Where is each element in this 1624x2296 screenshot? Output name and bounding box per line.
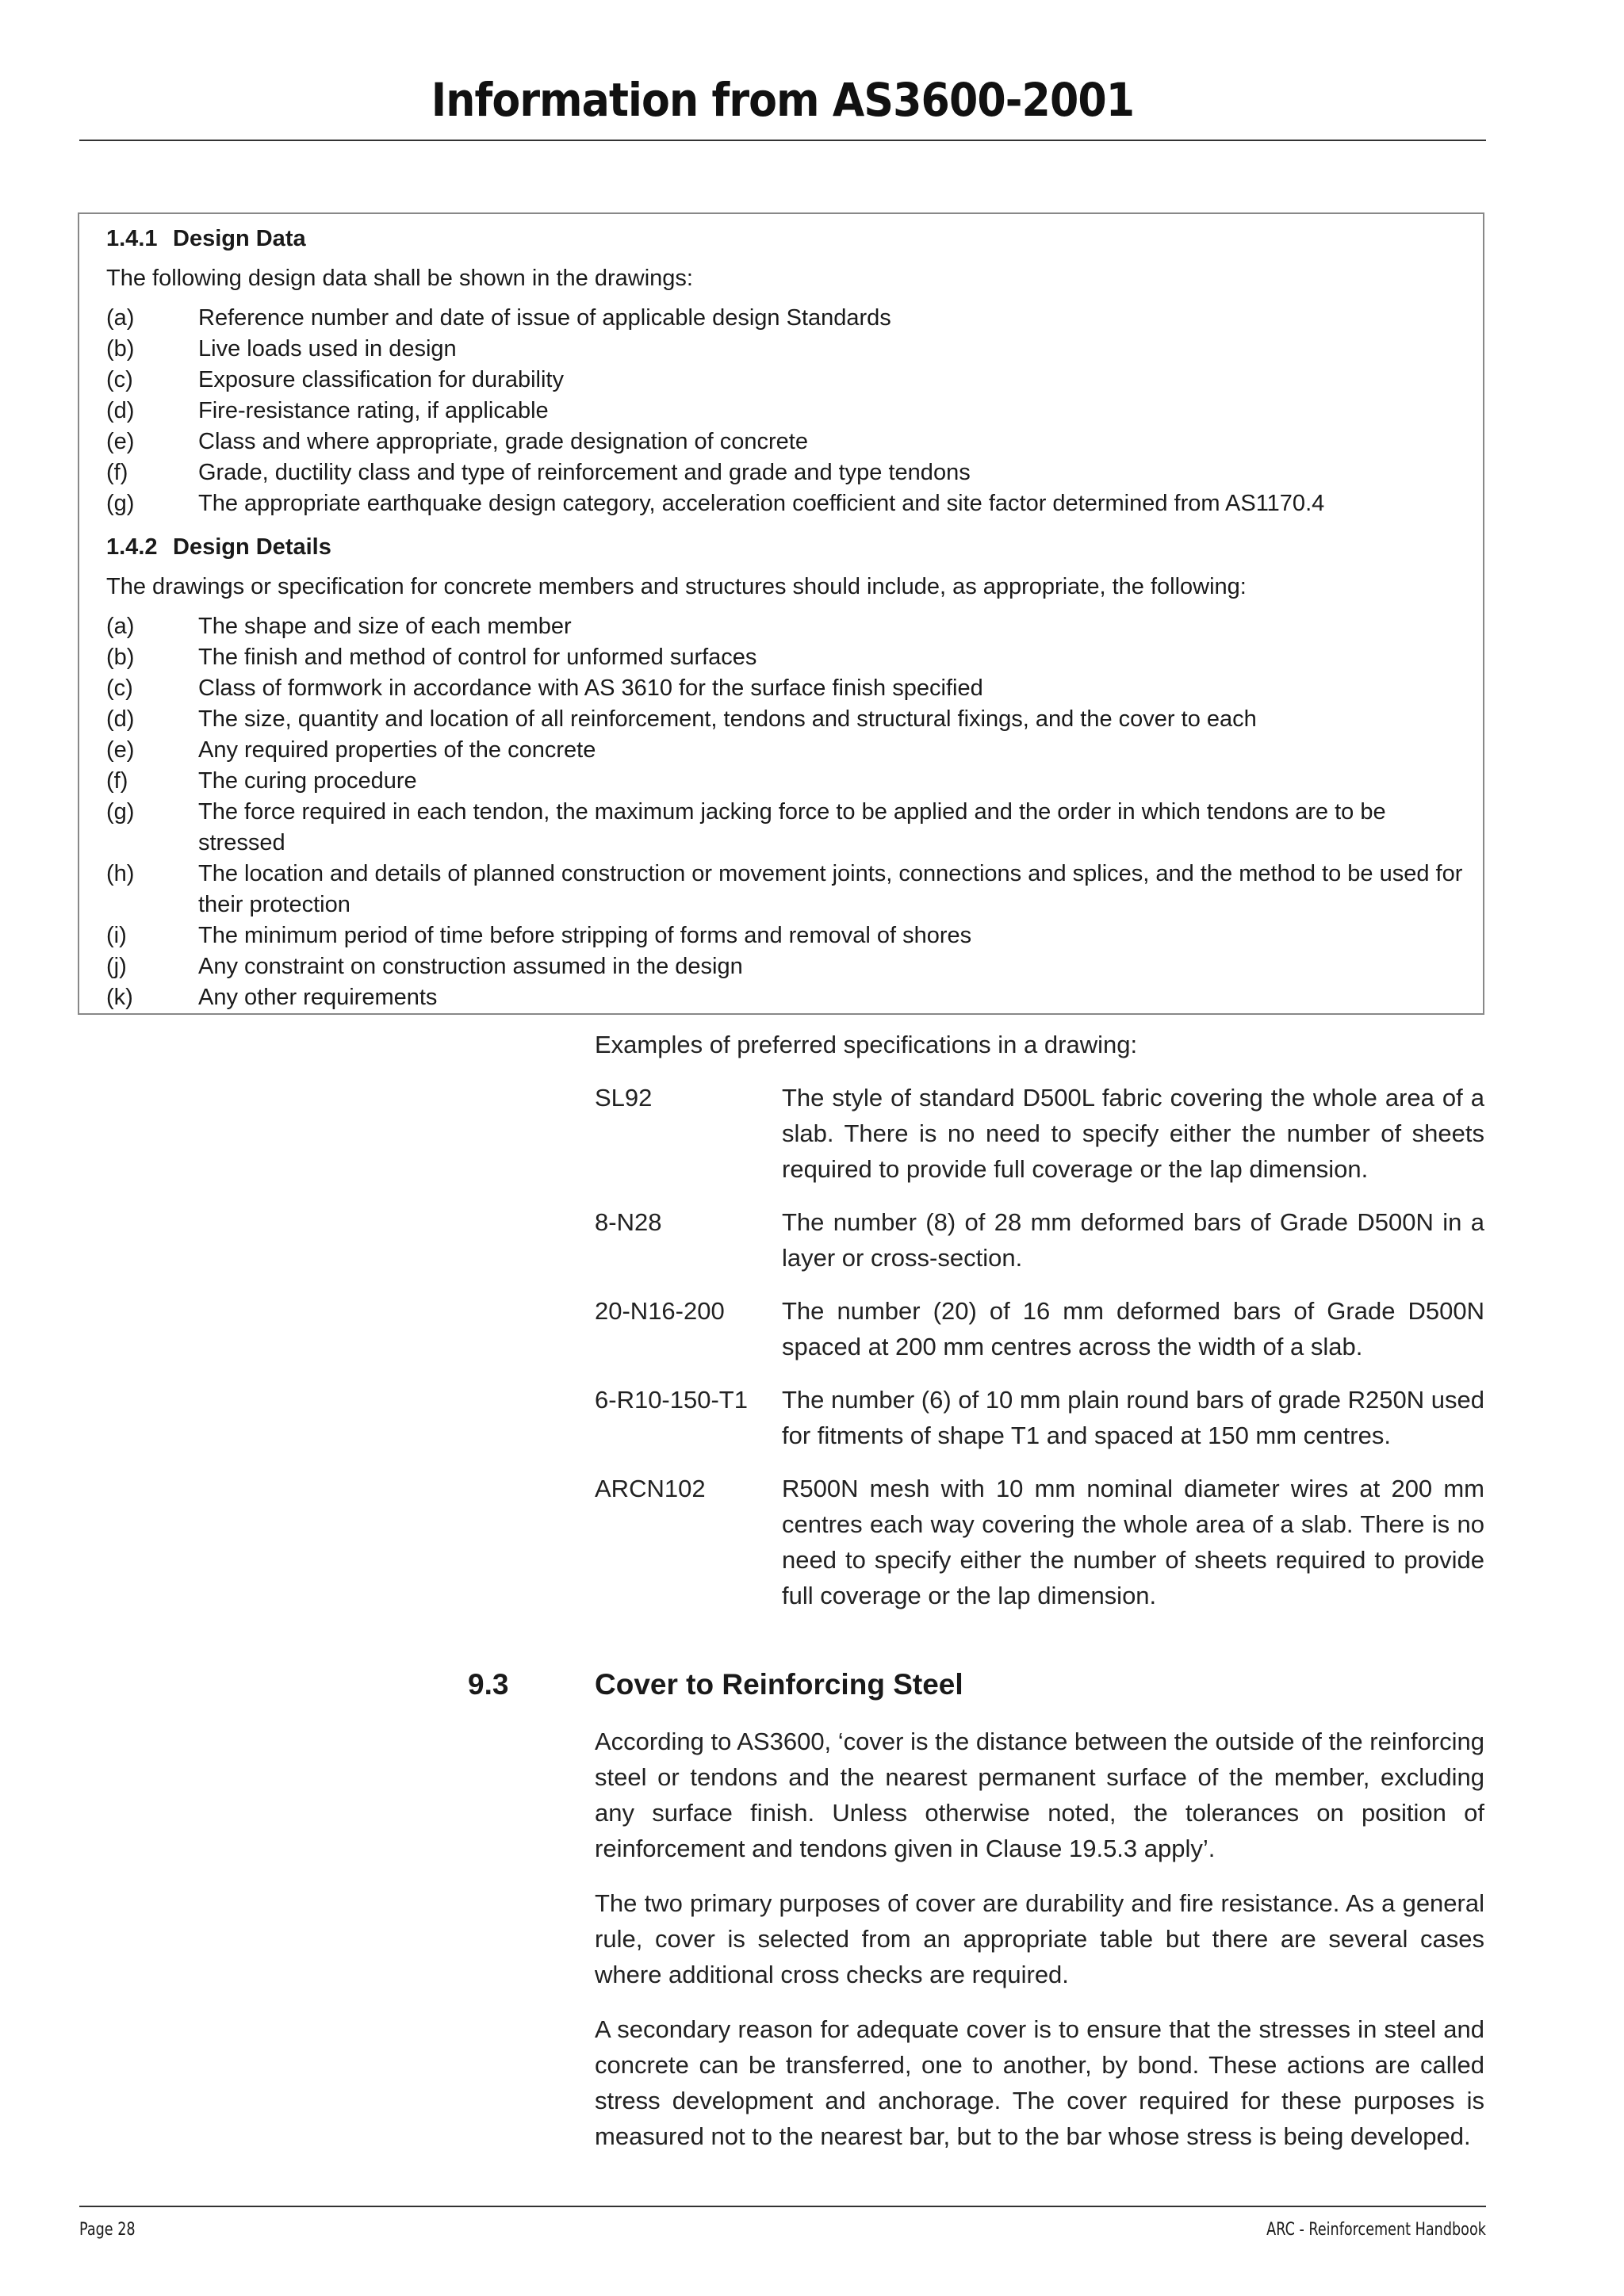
- item-letter: (b): [106, 645, 135, 670]
- list-item: [106, 303, 1467, 334]
- example-code: 20-N16-200: [595, 1297, 725, 1325]
- item-text: The finish and method of control for unformed surfaces: [198, 645, 757, 670]
- item-text: Class and where appropriate, grade designation of concrete: [198, 429, 808, 454]
- item-letter: (k): [106, 985, 133, 1010]
- page-title: Information from AS3600-2001: [431, 73, 1135, 127]
- item-letter: (e): [106, 737, 135, 763]
- item-text: Any constraint on construction assumed in the design: [198, 954, 743, 979]
- book-title: ARC - Reinforcement Handbook: [1266, 2220, 1486, 2240]
- item-letter: (c): [106, 367, 133, 392]
- item-text: Any required properties of the concrete: [198, 737, 596, 763]
- item-text: The shape and size of each member: [198, 614, 572, 639]
- list-item: [106, 982, 1467, 1013]
- item-letter: (e): [106, 429, 135, 454]
- examples-intro: Examples of preferred specifications in a drawing:: [595, 1031, 1138, 1058]
- item-letter: (c): [106, 675, 133, 701]
- specification-examples: [595, 1027, 1484, 1631]
- example-code: 8-N28: [595, 1208, 662, 1236]
- example-row: [595, 1293, 1484, 1364]
- item-text: Live loads used in design: [198, 336, 457, 362]
- list-item: [106, 365, 1467, 396]
- example-description: The number (6) of 10 mm plain round bars of grade R250N used for fitments of shape T1 and spaced at 150 mm centres.: [782, 1386, 1484, 1449]
- item-letter: (a): [106, 305, 135, 331]
- example-row: [595, 1204, 1484, 1276]
- example-code: SL92: [595, 1084, 653, 1112]
- item-text: The force required in each tendon, the maximum jacking force to be applied and the order in which tendons are to be stressed: [198, 799, 1386, 855]
- clause-heading-design-data: [106, 224, 1467, 254]
- standard-excerpt-box: [78, 212, 1484, 1015]
- item-text: The location and details of planned construction or movement joints, connections and splices, and the method to be used for their protection: [198, 861, 1463, 917]
- item-letter: (f): [106, 768, 128, 794]
- list-item: [106, 611, 1467, 642]
- design-data-list: [106, 303, 1467, 519]
- example-code: 6-R10-150-T1: [595, 1386, 748, 1414]
- section-number: 9.3: [468, 1668, 509, 1701]
- page-number: Page 28: [79, 2220, 136, 2240]
- example-row: [595, 1471, 1484, 1613]
- footer-divider: [79, 2206, 1486, 2207]
- example-row: [595, 1382, 1484, 1453]
- section-title: Cover to Reinforcing Steel: [595, 1668, 963, 1701]
- item-letter: (j): [106, 954, 127, 979]
- example-description: The number (20) of 16 mm deformed bars of Grade D500N spaced at 200 mm centres across the width of a slab.: [782, 1297, 1484, 1360]
- item-text: The appropriate earthquake design category, acceleration coefficient and site factor determined from AS1170.4: [198, 491, 1325, 516]
- item-text: Grade, ductility class and type of reinforcement and grade and type tendons: [198, 460, 971, 485]
- example-description: The number (8) of 28 mm deformed bars of Grade D500N in a layer or cross-section.: [782, 1208, 1484, 1272]
- item-letter: (h): [106, 861, 135, 886]
- item-text: The minimum period of time before stripping of forms and removal of shores: [198, 923, 972, 948]
- section-body: [595, 1724, 1484, 2173]
- item-text: The size, quantity and location of all reinforcement, tendons and structural fixings, and the cover to each: [198, 706, 1257, 732]
- item-text: Fire-resistance rating, if applicable: [198, 398, 549, 423]
- clause-title: Design Data: [173, 226, 306, 251]
- list-item: [106, 859, 1467, 920]
- list-item: [106, 735, 1467, 766]
- example-row: [595, 1080, 1484, 1187]
- item-letter: (d): [106, 398, 135, 423]
- paragraph: The two primary purposes of cover are durability and fire resistance. As a general rule, cover is selected from an appropriate table but there are several cases where additional cross checks are required.: [595, 1889, 1484, 1988]
- list-item: [106, 797, 1467, 859]
- list-item: [106, 396, 1467, 427]
- list-item: [106, 766, 1467, 797]
- example-code: ARCN102: [595, 1475, 706, 1502]
- item-text: Reference number and date of issue of applicable design Standards: [198, 305, 891, 331]
- item-text: Class of formwork in accordance with AS 3610 for the surface finish specified: [198, 675, 983, 701]
- clause-intro: The following design data shall be shown in the drawings:: [106, 266, 693, 291]
- example-description: R500N mesh with 10 mm nominal diameter wires at 200 mm centres each way covering the whole area of a slab. There is no need to specify either the number of sheets required to provide full coverage or the lap dimension.: [782, 1475, 1484, 1609]
- list-item: [106, 951, 1467, 982]
- item-text: Exposure classification for durability: [198, 367, 564, 392]
- item-letter: (f): [106, 460, 128, 485]
- item-letter: (g): [106, 799, 135, 825]
- item-letter: (d): [106, 706, 135, 732]
- item-letter: (a): [106, 614, 135, 639]
- list-item: [106, 457, 1467, 488]
- clause-heading-design-details: [106, 532, 1467, 562]
- list-item: [106, 488, 1467, 519]
- item-letter: (b): [106, 336, 135, 362]
- list-item: [106, 704, 1467, 735]
- clause-number: 1.4.2: [106, 534, 158, 560]
- item-text: Any other requirements: [198, 985, 438, 1010]
- list-item: [106, 920, 1467, 951]
- clause-title: Design Details: [173, 534, 331, 560]
- list-item: [106, 427, 1467, 457]
- list-item: [106, 642, 1467, 673]
- item-text: The curing procedure: [198, 768, 417, 794]
- paragraph: A secondary reason for adequate cover is to ensure that the stresses in steel and concrete can be transferred, one to another, by bond. These actions are called stress development and anchorage. The cover required for these purposes is measured not to the nearest bar, but to the bar whose stress is being developed.: [595, 2015, 1484, 2150]
- list-item: [106, 334, 1467, 365]
- list-item: [106, 673, 1467, 704]
- title-divider: [79, 140, 1486, 141]
- example-description: The style of standard D500L fabric covering the whole area of a slab. There is no need to specify either the number of sheets required to provide full coverage or the lap dimension.: [782, 1084, 1484, 1183]
- paragraph: According to AS3600, ‘cover is the distance between the outside of the reinforcing steel or tendons and the nearest permanent surface of the member, excluding any surface finish. Unless otherwise noted, the tolerances on position of reinforcement and tendons given in Clause 19.5.3 apply’.: [595, 1728, 1484, 1862]
- design-details-list: [106, 611, 1467, 1013]
- clause-number: 1.4.1: [106, 226, 158, 251]
- clause-intro: The drawings or specification for concrete members and structures should include, as appropriate, the following:: [106, 574, 1247, 599]
- item-letter: (g): [106, 491, 135, 516]
- item-letter: (i): [106, 923, 127, 948]
